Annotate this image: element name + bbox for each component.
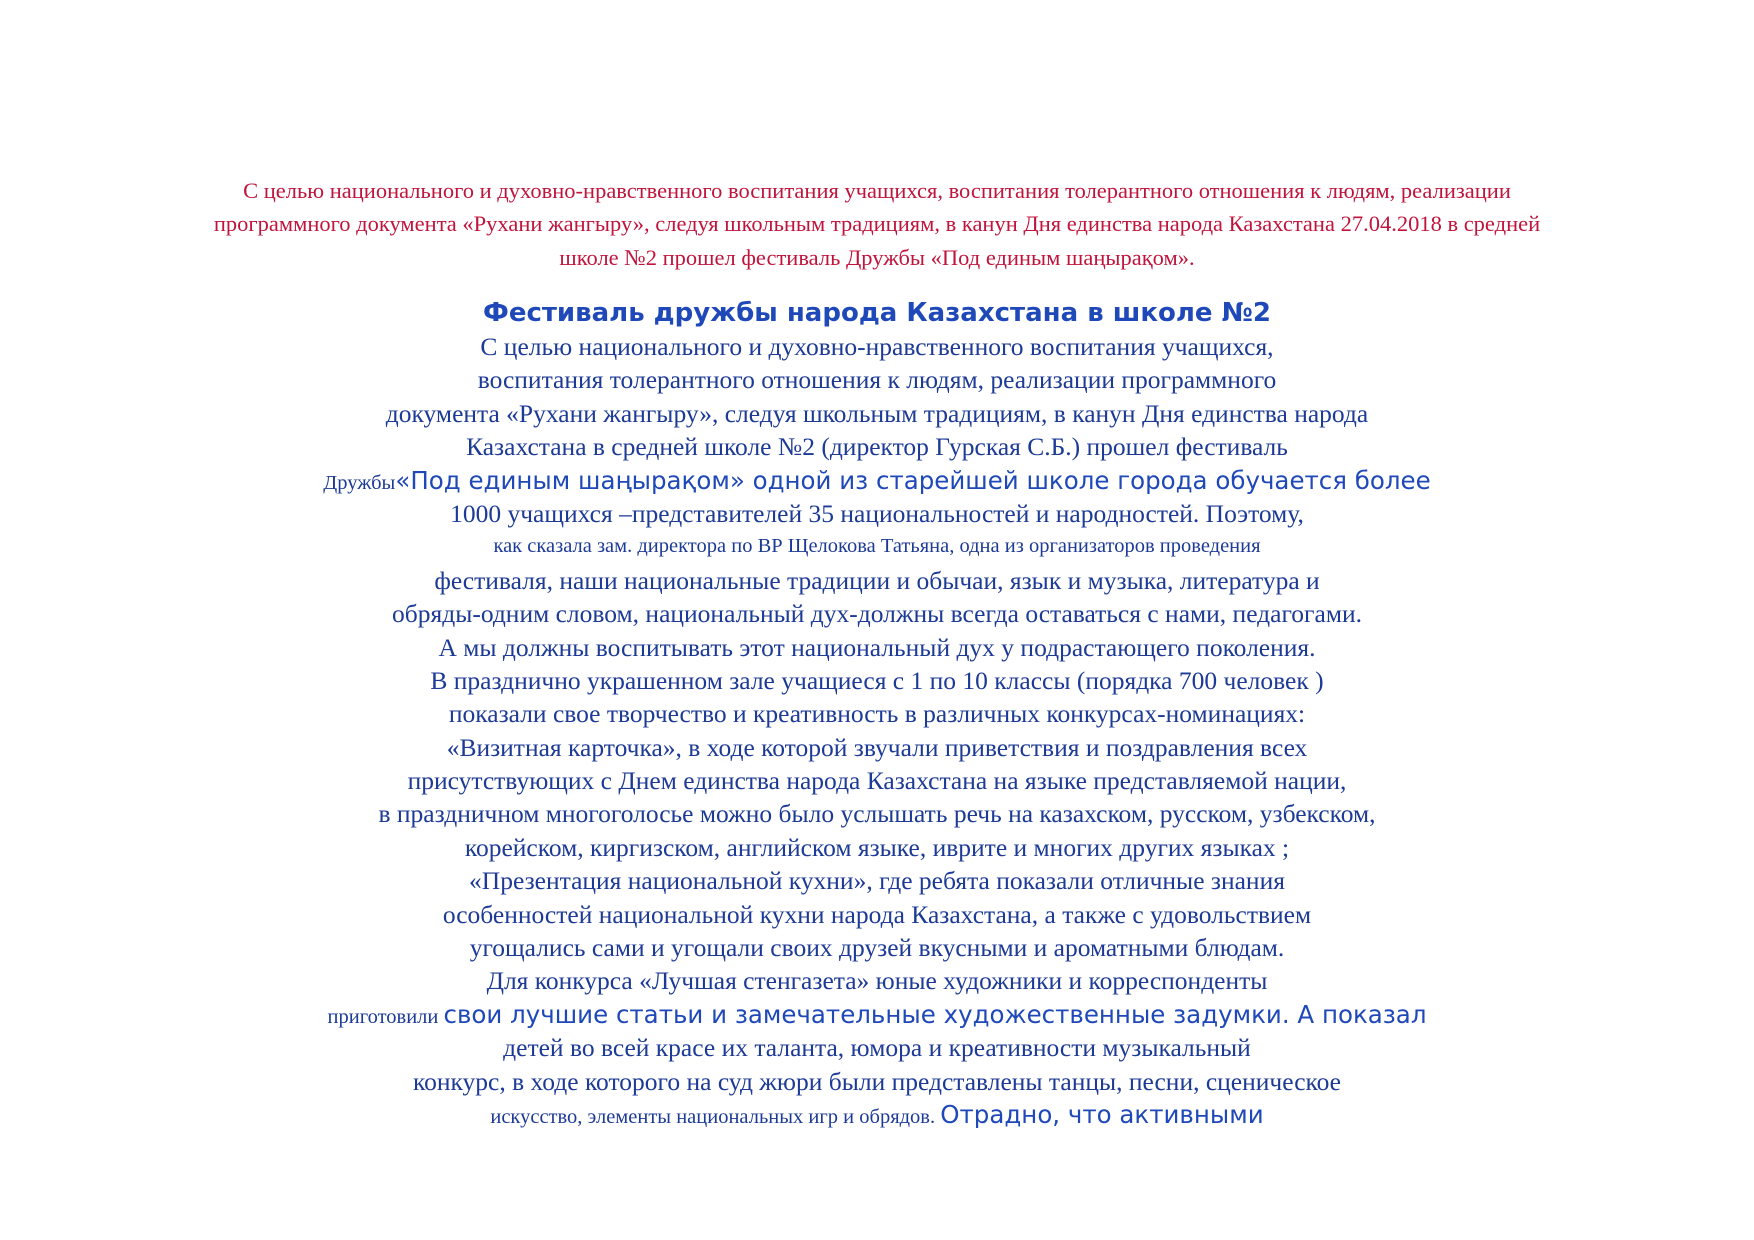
line-text: конкурс, в ходе которого на суд жюри были представлены танцы, песни, сценическое [413, 1066, 1341, 1096]
line-text: В празднично украшенном зале учащиеся с 1 по 10 классы (порядка 700 человек ) [430, 665, 1324, 695]
article-line [150, 497, 1604, 530]
article-line [150, 397, 1604, 430]
line-text: А мы должны воспитывать этот национальный дух у подрастающего поколения. [438, 632, 1316, 662]
line-text-sans: Отрадно, что активными [940, 1099, 1264, 1129]
line-text-sans: «Под единым шаңырақом» одной из старейшей школе города обучается более [395, 465, 1431, 495]
article-line [150, 731, 1604, 764]
article-line [150, 363, 1604, 396]
line-text: показали свое творчество и креативность в различных конкурсах-номинациях: [448, 699, 1306, 729]
line-text: как сказала зам. директора по ВР Щелокова Татьяна, одна из организаторов проведения [493, 535, 1261, 558]
line-text: Казахстана в средней школе №2 (директор Гурская С.Б.) прошел фестиваль [466, 432, 1288, 462]
line-text: 1000 учащихся –представителей 35 национальностей и народностей. Поэтому, [450, 498, 1304, 528]
article-line [150, 797, 1604, 830]
line-text: документа «Рухани жангыру», следуя школьным традициям, в канун Дня единства народа [385, 398, 1369, 428]
article-line [150, 330, 1604, 363]
line-text: фестиваля, наши национальные традиции и обычаи, язык и музыка, литература и [434, 565, 1320, 595]
line-text: в праздничном многоголосье можно было услышать речь на казахском, русском, узбекском, [378, 799, 1376, 829]
line-text: «Презентация национальной кухни», где ребята показали отличные знания [469, 866, 1285, 896]
article-line [150, 697, 1604, 730]
intro-line: школе №2 прошел фестиваль Дружбы «Под единым шаңырақом». [559, 244, 1195, 270]
article-line [150, 998, 1604, 1031]
article-line [150, 664, 1604, 697]
line-text: присутствующих с Днем единства народа Казахстана на языке представляемой нации, [407, 766, 1347, 796]
article-line [150, 564, 1604, 597]
line-text: искусство, элементы национальных игр и обрядов. [490, 1105, 941, 1128]
article-line [150, 898, 1604, 931]
article [150, 296, 1604, 1131]
article-line [150, 864, 1604, 897]
article-line [150, 631, 1604, 664]
article-line [150, 1065, 1604, 1098]
line-text: воспитания толерантного отношения к людям, реализации программного [477, 365, 1277, 395]
line-text: «Визитная карточка», в ходе которой звучали приветствия и поздравления всех [446, 732, 1308, 762]
line-text: детей во всей красе их таланта, юмора и креативности музыкальный [503, 1033, 1251, 1063]
intro-line: программного документа «Рухани жангыру», следуя школьным традициям, в канун Дня единства народа Казахстана 27.04.2018 в средней [213, 211, 1541, 237]
article-line [150, 1031, 1604, 1064]
line-text: приготовили [327, 1005, 444, 1028]
intro-line: С целью национального и духовно-нравственного воспитания учащихся, воспитания толерантного отношения к людям, реализации [243, 178, 1511, 203]
article-line [150, 964, 1604, 997]
line-text: Дружбы [323, 471, 396, 494]
article-line [150, 931, 1604, 964]
line-text: корейском, киргизском, английском языке, иврите и многих других языках ; [464, 832, 1290, 862]
line-text: Для конкурса «Лучшая стенгазета» юные художники и корреспонденты [486, 966, 1268, 996]
article-line [150, 464, 1604, 497]
article-title: Фестиваль дружбы народа Казахстана в школе №2 [483, 298, 1271, 328]
line-text: С целью национального и духовно-нравственного воспитания учащихся, [480, 332, 1274, 361]
line-text: особенностей национальной кухни народа Казахстана, а также с удовольствием [442, 899, 1312, 929]
line-text: обряды-одним словом, национальный дух-должны всегда оставаться с нами, педагогами. [392, 599, 1362, 629]
article-line [150, 1098, 1604, 1131]
article-line [150, 831, 1604, 864]
article-line [150, 597, 1604, 630]
article-line [150, 430, 1604, 463]
line-text-sans: свои лучшие статьи и замечательные художественные задумки. А показал [443, 999, 1427, 1029]
intro-paragraph [120, 174, 1634, 274]
line-text: угощались сами и угощали своих друзей вкусными и ароматными блюдам. [469, 933, 1285, 963]
article-line [150, 530, 1604, 563]
article-line [150, 764, 1604, 797]
